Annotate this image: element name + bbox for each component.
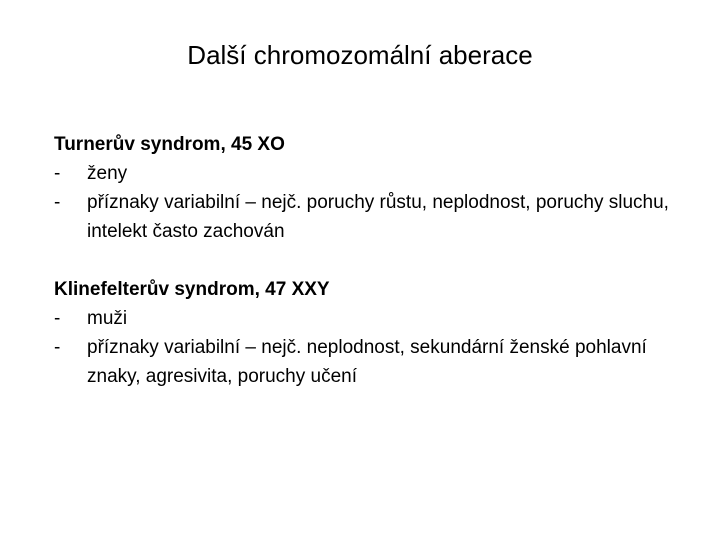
list-item-text: ženy [87, 163, 128, 184]
section-klinefelter [54, 275, 684, 391]
list-item [54, 304, 684, 333]
list-item [54, 333, 684, 391]
section-heading: Klinefelterův syndrom, 47 XXY [54, 279, 330, 300]
list-item [54, 188, 684, 246]
dash-bullet: - [54, 308, 61, 329]
section-spacer [54, 246, 684, 275]
list-item-text: příznaky variabilní – nejč. poruchy růstu, neplodnost, poruchy sluchu, intelekt často zachován [87, 192, 669, 242]
section-heading: Turnerův syndrom, 45 XO [54, 134, 285, 155]
dash-bullet: - [54, 192, 61, 213]
dash-bullet: - [54, 163, 61, 184]
slide-content [54, 130, 684, 391]
slide-title: Další chromozomální aberace [187, 40, 533, 70]
list-item-text: muži [87, 308, 128, 329]
list-item [54, 159, 684, 188]
section-turner [54, 130, 684, 246]
list-item-text: příznaky variabilní – nejč. neplodnost, sekundární ženské pohlavní znaky, agresivita, poruchy učení [87, 337, 647, 387]
dash-bullet: - [54, 337, 61, 358]
